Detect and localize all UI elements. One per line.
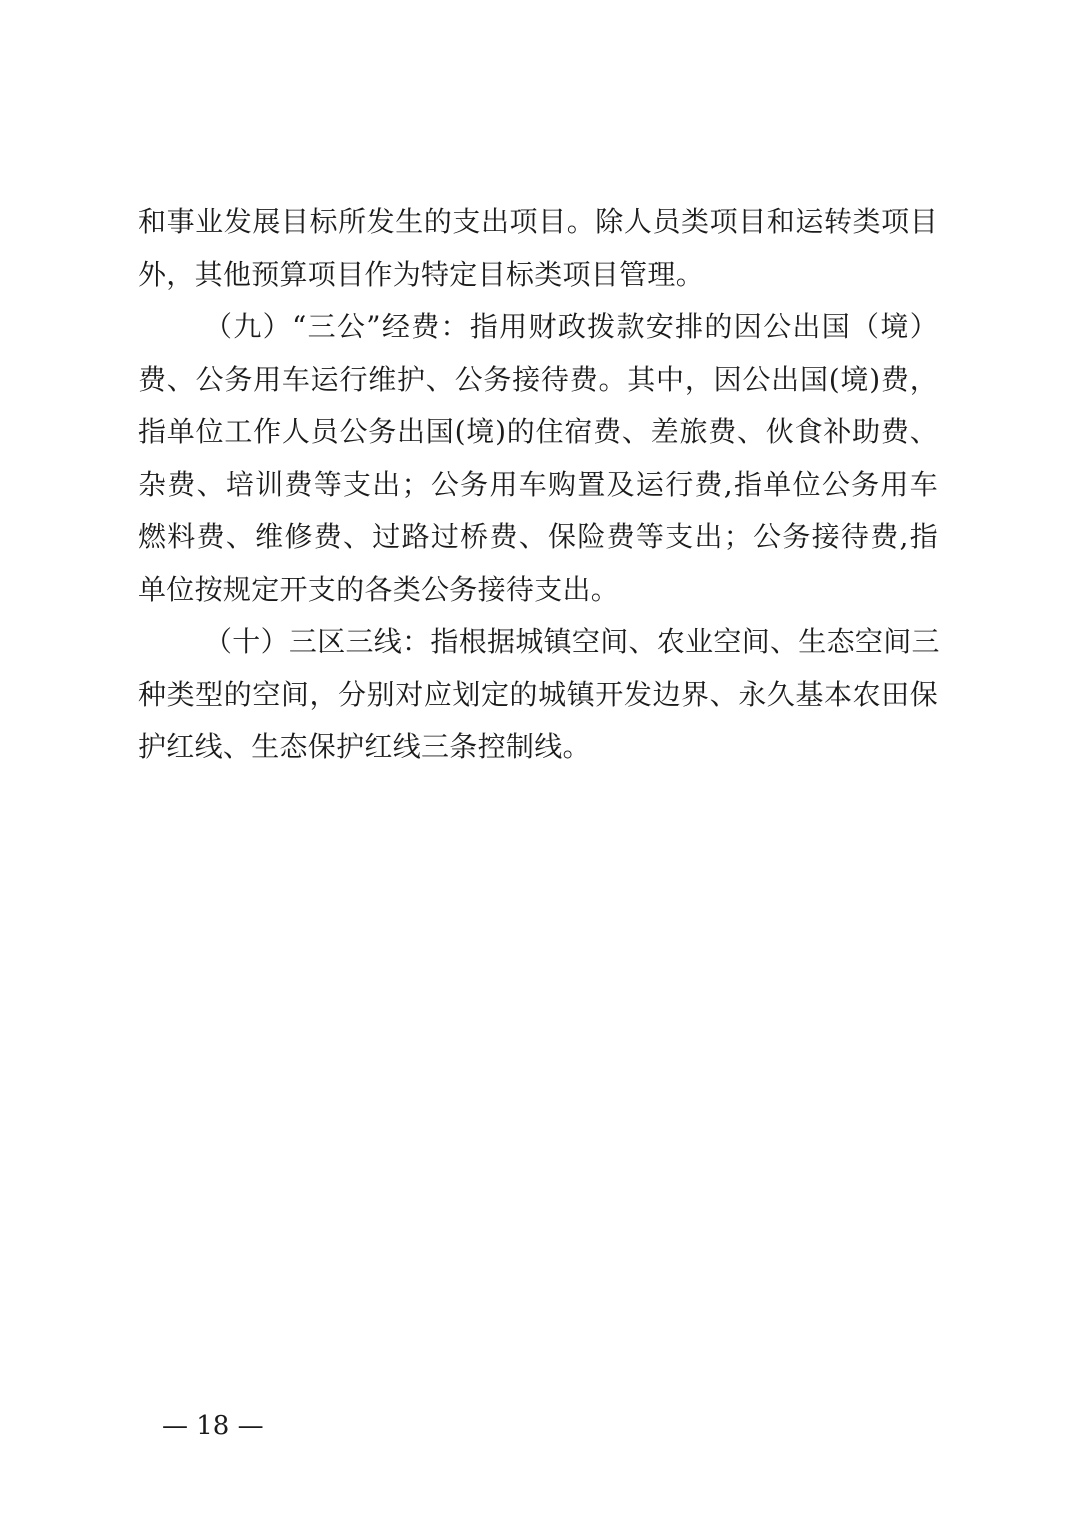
paragraph-three-public-expenses — [138, 301, 938, 616]
text-line: 费、公务用车运行维护、公务接待费。其中，因公出国(境)费， — [138, 362, 938, 396]
text-line: （九）“三公”经费：指用财政拨款安排的因公出国（境） — [204, 310, 938, 343]
text-line: 单位按规定开支的各类公务接待支出。 — [138, 572, 620, 606]
page-number: — 18 — — [162, 1411, 264, 1441]
paragraph-project-definition — [138, 196, 938, 301]
paragraph-three-zones-three-lines — [138, 616, 938, 774]
text-line: 外，其他预算项目作为特定目标类项目管理。 — [138, 257, 705, 291]
text-line: 和事业发展目标所发生的支出项目。除人员类项目和运转类项目 — [138, 205, 938, 238]
text-line: 种类型的空间，分别对应划定的城镇开发边界、永久基本农田保 — [138, 677, 938, 711]
document-body — [138, 196, 938, 774]
text-line: 燃料费、维修费、过路过桥费、保险费等支出；公务接待费,指 — [138, 520, 938, 553]
text-line: 杂费、培训费等支出；公务用车购置及运行费,指单位公务用车 — [138, 467, 938, 501]
text-line: 护红线、生态保护红线三条控制线。 — [138, 730, 591, 763]
text-line: （十）三区三线：指根据城镇空间、农业空间、生态空间三 — [204, 625, 940, 658]
text-line: 指单位工作人员公务出国(境)的住宿费、差旅费、伙食补助费、 — [138, 415, 938, 448]
